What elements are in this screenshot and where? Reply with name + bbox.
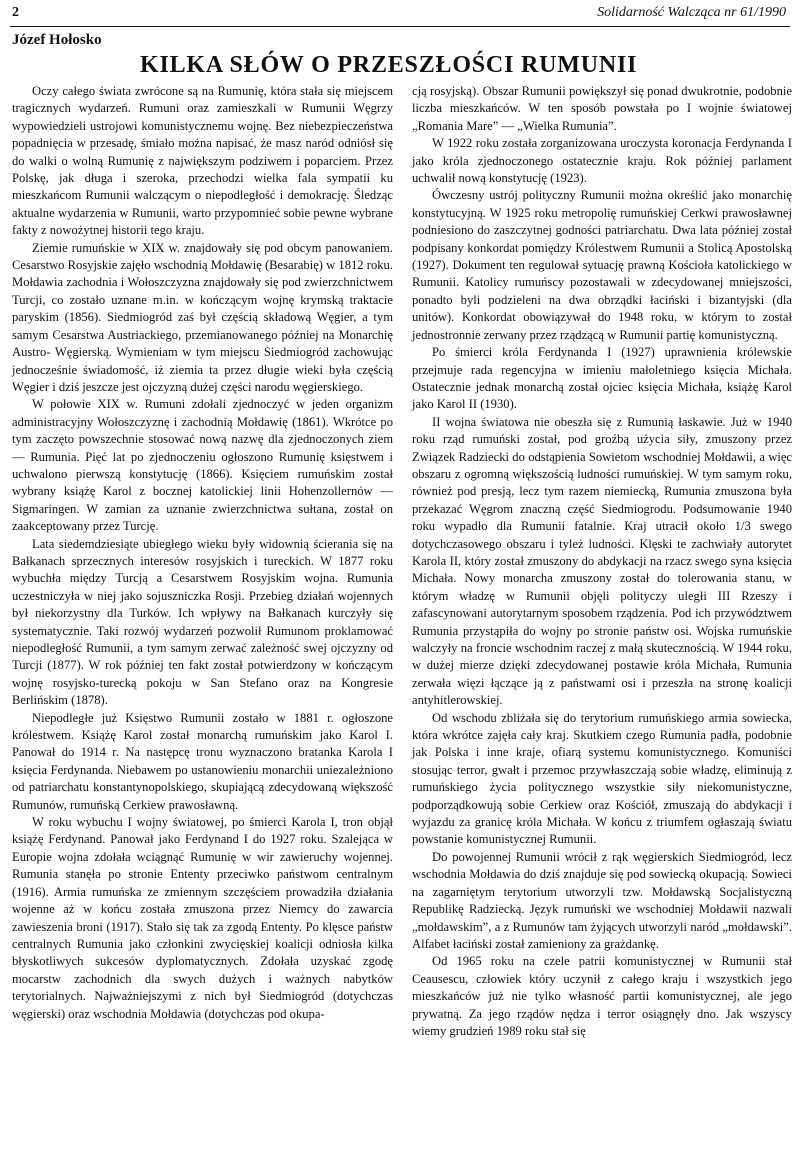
paragraph: Od 1965 roku na czele patrii komunistycznej w Rumunii stał Ceausescu, człowiek który uczynił z całego kraju i wszystkich jego mieszkańców już nie tylko własność partii komunistycznej, ale jego prywatną. Za jego rządów nędza i terror osiągnęły dno. Jak wszyscy wiemy grudzień 1989 roku stał się <box>412 954 792 1038</box>
paragraph: W roku wybuchu I wojny światowej, po śmierci Karola I, tron objął książę Ferdynand. Panował jako Ferdynand I do 1927 roku. Szalejąca w Europie wojna zdołała wciągnąć Rumunię w wir zawieruchy wojennej. Rumunia stanęła po stronie Ententy przeciwko państwom centralnym (1916). Armia rumuńska ze zmiennym szczęściem prowadziła działania wojenne aż w końcu została zmuszona przez Niemcy do zawarcia zawieszenia broni (1917). Stało się tak za zgodą Ententy. Po klęsce państw centralnych Rumunia jako członkini zwycięskiej koalicji odniosła kilka błyskotliwych sukcesów dyplomatycznych. Zdołała uzyskać zgodę mocarstw zachodnich dla swych dużych i ważnych nabytków terytorialnych. Najważniejszymi z nich był Siedmiogród (dotychczas węgierski) oraz wschodnia Mołdawia (dotychczas pod okupa- <box>12 815 393 1021</box>
right-column <box>412 83 792 1040</box>
paragraph: Ówczesny ustrój polityczny Rumunii można określić jako monarchię konstytucyjną. W 1925 roku metropolię rumuńskiej Cerkwi prawosławnej podniesiono do zaszczytnej godności patriarchatu. Dwa lata później został podpisany konkordat pomiędzy Królestwem Rumunii a Stolicą Apostolską (1927). Dokument ten regulował sytuację prawną Kościoła katolickiego w Rumunii. Katolicy rumuńscy pozostawali w zdecydowanej mniejszości, ponadto byli podzieleni na dwa obrządki łaciński i bizantyjski (dla unitów). Konkordat obowiązywał do 1948 roku, w którym to został jednostronnie zerwany przez rządzącą w Rumunii partię komunistyczną. <box>412 188 792 342</box>
paragraph: Lata siedemdziesiąte ubiegłego wieku były widownią ścierania się na Bałkanach sprzecznych interesów rosyjskich i tureckich. W 1877 roku wybuchła między Turcją a Cesarstwem Rosyjskim wojna. Rumunia uczestniczyła w niej jako sojuszniczka Rosji. Przebieg działań wojennych był niekorzystny dla Turków. Ich wpływy na Bałkanach kurczyły się systematycznie. Taki rozwój wydarzeń pozwolił Rumunom proklamować niepodległość Rumunii, a tym samym zerwać zależność swej ojczyzny od Turcji (1877). W rok później ten fakt został potwierdzony w kończącym wojnę rosyjsko-turecką pokoju w San Stefano oraz na Kongresie Berlińskim (1878). <box>12 536 393 708</box>
paragraph: Ziemie rumuńskie w XIX w. znajdowały się pod obcym panowaniem. Cesarstwo Rosyjskie zajęło wschodnią Mołdawię (Besarabię) w 1812 roku. Mołdawia zachodnia i Wołoszczyzna znajdowały się pod zwierzchnictwem Turcji, co zostało uznane m.in. w kończącym wojnę krymską traktacie paryskim (1856). Siedmiogród zaś był częścią składową Węgier, a tym samym Cesarstwa Austriackiego, przemianowanego później na Monarchię Austro- Węgierską. Wymieniam w tym miejscu Siedmiogród zachowując jednocześnie świadomość, iż ziemia ta przez długie wieki była częścią Węgier i dziś jeszcze jest ojczyzną dużej części narodu węgierskiego. <box>12 240 393 394</box>
left-column <box>12 83 393 1023</box>
paragraph: cją rosyjską). Obszar Rumunii powiększył się ponad dwukrotnie, podobnie liczba mieszkańców. W ten sposób powstała po I wojnie światowej „Romania Mare” — „Wielka Rumunia”. <box>412 84 792 133</box>
page-header <box>10 4 790 27</box>
article-title: KILKA SŁÓW O PRZESZŁOŚCI RUMUNII <box>140 52 638 78</box>
paragraph: W 1922 roku została zorganizowana uroczysta koronacja Ferdynanda I jako króla zjednoczonego ostatecznie kraju. Rok później parlament uchwalił nową konstytucję (1923). <box>412 136 792 186</box>
paragraph: II wojna światowa nie obeszła się z Rumunią łaskawie. Już w 1940 roku rząd rumuński został, pod groźbą użycia siły, zmuszony przez Związek Radziecki do odstąpienia Sowietom wschodniej Mołdawii, a więc obszaru z ogromną większością ludności rumuńskiej. W tym samym roku, również pod presją, lecz tym razem niemiecką, Rumunia zmuszona była przekazać Węgrom znaczną część Siedmiogrodu. Podsumowanie 1940 roku wypadło dla Rumunii fatalnie. Kraj utracił około 1/3 swego dotychczasowego obszaru i tyleż ludności. Klęski te zachwiały autorytet Karola II, który został zmuszony do abdykacji na rzacz swego syna księcia Michała. Nowy monarcha zmuszony został do tolerowania stanu, w którym władzę w Rumunii objęli polityczy uległi III Rzeszy i zafascynowani autorytarnym sposobem rządzenia. Pod ich przywództwem Rumunia przystąpiła do wojny po stronie państw osi. Wojska rumuńskie walczyły na froncie wschodnim raczej z małą skutecznością. W 1944 roku, w dużej mierze dzięki zdecydowanej postawie króla Michała, Rumunia zerwała więzi łączące ją z państwami osi i przeszła na stronę koalicji antyhitlerowskiej. <box>412 414 792 708</box>
paragraph: Do powojennej Rumunii wrócił z rąk węgierskich Siedmiogród, lecz wschodnia Mołdawia do dziś znajduje się pod sowiecką okupacją. Sowieci na zagarniętym terytorium utworzyli tzw. Mołdawską Socjalistyczną Republikę Radziecką. Język rumuński we wschodniej Mołdawii nazwali „mołdawskim”, a z Rumunów tam żyjących utworzyli naród „mołdawski”. Alfabet łaciński został zamieniony za grażdankę. <box>412 849 792 951</box>
publication-title: Solidarność Walcząca nr 61/1990 <box>597 5 786 20</box>
paragraph: Niepodległe już Księstwo Rumunii zostało w 1881 r. ogłoszone królestwem. Książę Karol został monarchą rumuńskim jako Karol I. Panował do 1914 r. Na następcę tronu wyznaczono bratanka Karola I księcia Ferdynanda. Niebawem po ustanowieniu monarchii uniezależniono od patriarchatu konstantynopolskiego, skupiającą zdecydowaną większość Rumunów, rumuńską Cerkiew prawosławną. <box>12 710 393 812</box>
paragraph: Oczy całego świata zwrócone są na Rumunię, która stała się miejscem tragicznych wydarzeń. Rumuni oraz zamieszkali w Rumunii Węgrzy wypowiedzieli ustrojowi komunistycznemu wojnę. Bez niebezpieczeństwa popadnięcia w przesadę, śmiało można napisać, że masz naród odniósł się do walki o wolną Rumunię z największym podziwem i poparciem. Przez Polskę, jak długa i szeroka, przechodzi wielka fala sympatii ku mieszkańcom Rumunii walczącym o niepodległość i demokrację. Śledząc aktualne wydarzenia w Rumunii, warto przypomnieć sobie pewne wybrane fakty z nowożytnej historii tego kraju. <box>12 84 393 238</box>
paragraph: Po śmierci króla Ferdynanda I (1927) uprawnienia królewskie przejmuje rada regencyjna w imieniu małoletniego księcia Michała. Ostatecznie jednak monarchą został ojciec księcia Michała, książę Karol jako Karol II (1930). <box>412 345 792 412</box>
article-author: Józef Hołosko <box>12 32 102 48</box>
paragraph: W połowie XIX w. Rumuni zdołali zjednoczyć w jeden organizm administracyjny Wołoszczyznę i zachodnią Mołdawię (1861). Wkrótce po tym zaczęto powszechnie stosować nową nazwę dla zjednoczonych ziem — Rumunia. Pięć lat po zjednoczeniu ogłoszono Rumunię księstwem i uchwalono pierwszą konstytucję (1866). Księciem rumuńskim został wybrany książę Karol z bocznej katolickiej linii Hohenzollernów — Sigmaringen. W zamian za uznanie zwierzchnictwa sułtana, został on zaakceptowany przez Turcję. <box>12 397 393 534</box>
paragraph: Od wschodu zbliżała się do terytorium rumuńskiego armia sowiecka, która wkrótce zajęła cały kraj. Skutkiem czego Rumunia padła, podobnie jak Polska i inne kraje, ofiarą systemu komunistycznego. Komuniści stosując terror, gwałt i przemoc przywłaszczają sobie władzę, eliminują z rumuńskiego życia politycznego wszystkie siły niekomunistyczne, podporządkowują sobie Cerkiew oraz Kościół, zmuszają do abdykacji i wyjazdu za granicę króla Michała. W końcu z triumfem ogłaszają światu powstanie komunistycznej Rumunii. <box>412 710 792 847</box>
page-number: 2 <box>12 5 19 20</box>
